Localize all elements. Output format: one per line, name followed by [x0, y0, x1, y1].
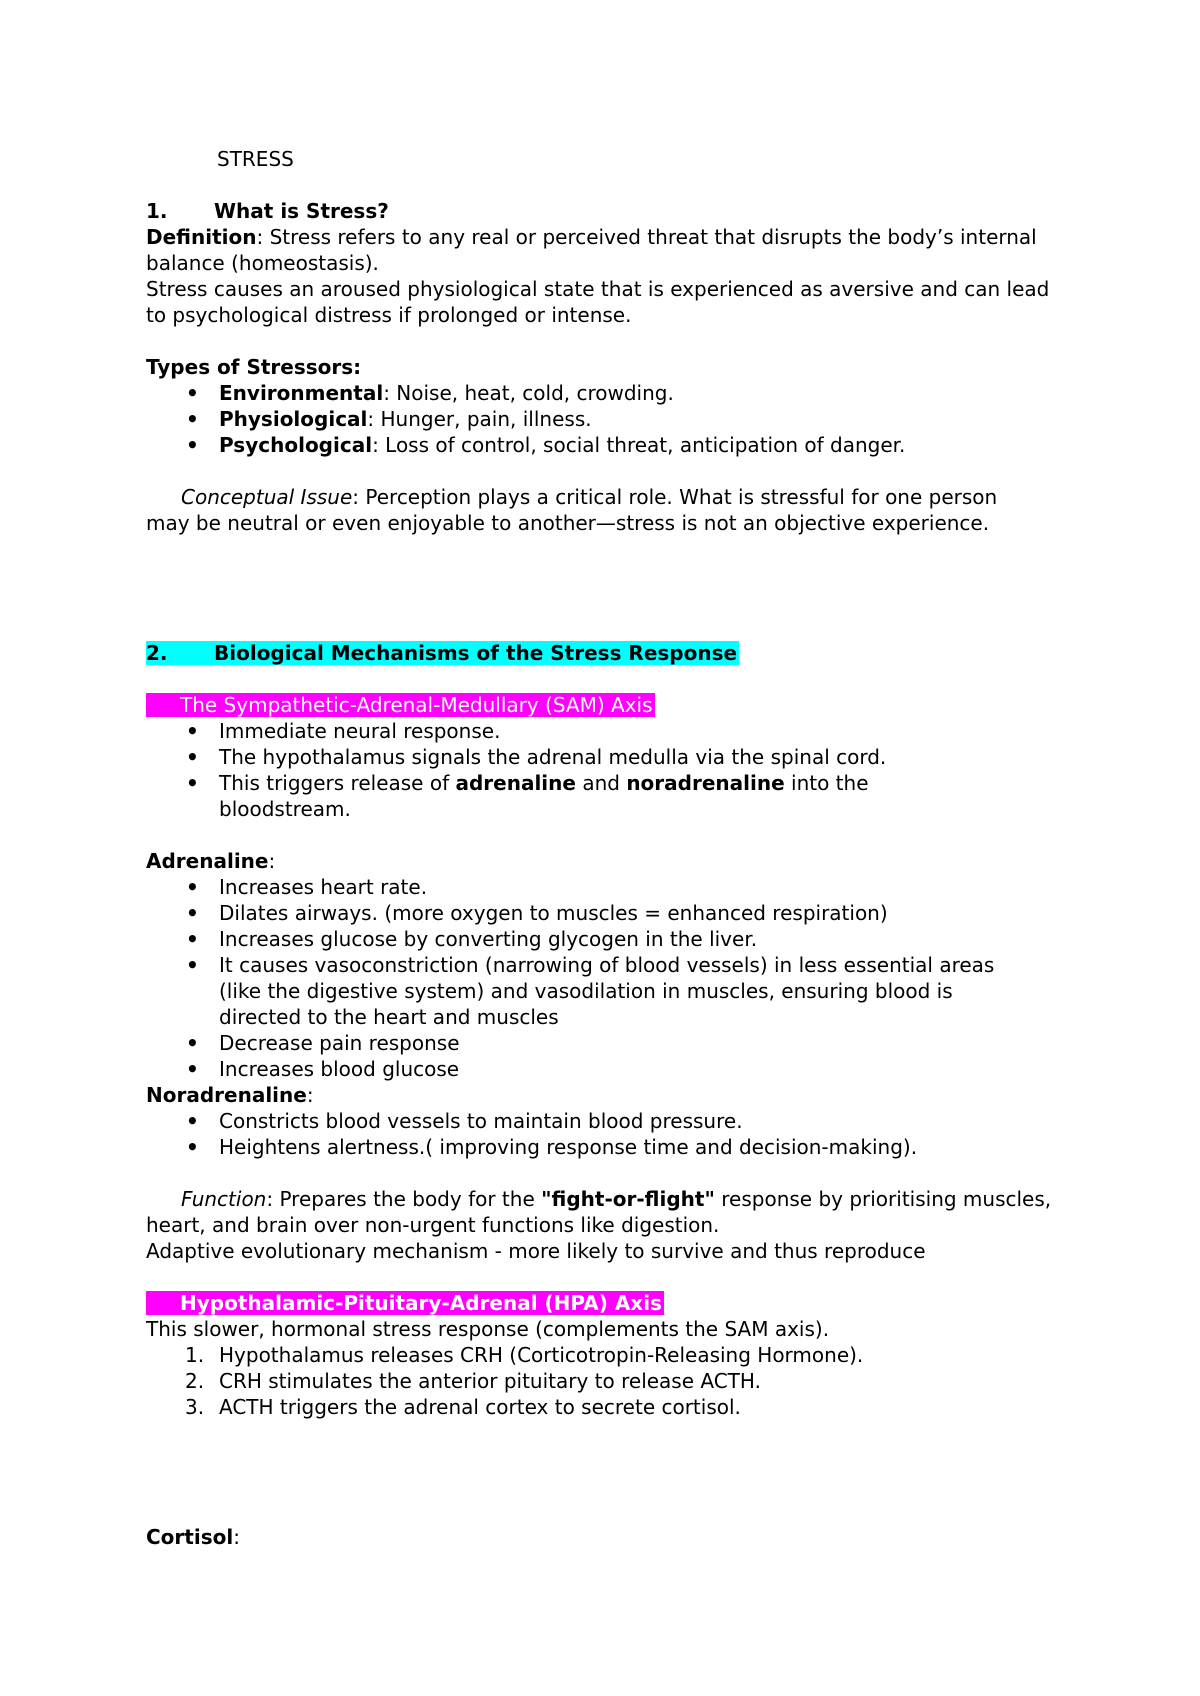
- section-2-title: Biological Mechanisms of the Stress Response: [214, 641, 738, 665]
- conceptual-label: Conceptual Issue: [181, 485, 353, 509]
- types-heading: Types of Stressors:: [146, 355, 362, 379]
- stressor-label: Physiological: [219, 407, 368, 431]
- section-1-title: What is Stress?: [214, 199, 389, 223]
- noradrenaline-heading: [146, 1082, 1066, 1108]
- list-item: [146, 432, 1046, 458]
- adrenaline-effects-list: [146, 874, 1046, 1082]
- adrenaline-label: Adrenaline: [146, 849, 269, 873]
- list-item: • Decrease pain response: [146, 1030, 1046, 1056]
- step-number: 2.: [185, 1369, 205, 1393]
- noradrenaline-colon: :: [306, 1083, 314, 1107]
- adrenaline-heading: [146, 848, 1066, 874]
- adrenaline-colon: :: [268, 849, 276, 873]
- list-item: [146, 1342, 1046, 1368]
- stressor-text: : Hunger, pain, illness.: [367, 407, 592, 431]
- definition-text: : Stress refers to any real or perceived threat that disrupts the body’s internal balance (homeostasis).: [146, 225, 1037, 275]
- function-pre: : Prepares the body for the: [266, 1187, 542, 1211]
- list-item: • Dilates airways. (more oxygen to muscles = enhanced respiration): [146, 900, 1046, 926]
- hpa-heading: [146, 1290, 1066, 1316]
- section-2-heading: [146, 640, 1066, 666]
- list-item: [146, 406, 1046, 432]
- noradrenaline-effects-list: [146, 1108, 1046, 1160]
- stressor-text: : Loss of control, social threat, anticipation of danger.: [372, 433, 906, 457]
- stressor-label: Environmental: [219, 381, 384, 405]
- step-text: Hypothalamus releases CRH (Corticotropin-Releasing Hormone).: [219, 1343, 864, 1367]
- list-item: [146, 1394, 1046, 1420]
- sam-b3-pre: This triggers release of: [219, 771, 456, 795]
- conceptual-text: : Perception plays a critical role. What is stressful for one person may be neutral or even enjoyable to another—stress is not an objective experience.: [146, 485, 998, 535]
- cortisol-heading: [146, 1524, 1066, 1550]
- list-item: [146, 770, 919, 822]
- hpa-steps-list: [146, 1342, 1046, 1420]
- cortisol-colon: :: [233, 1525, 240, 1549]
- stressor-list: [146, 380, 1046, 458]
- noradrenaline-label: Noradrenaline: [146, 1083, 307, 1107]
- list-item: • Constricts blood vessels to maintain blood pressure.: [146, 1108, 1046, 1134]
- fight-or-flight-term: "fight-or-flight": [541, 1187, 715, 1211]
- hpa-heading-text: Hypothalamic-Pituitary-Adrenal (HPA) Axis: [146, 1291, 664, 1315]
- list-item: • It causes vasoconstriction (narrowing of blood vessels) in less essential areas (like the digestive system) and vasodilation in muscles, ensuring blood is directed to the heart and muscles: [146, 952, 1029, 1030]
- stressor-label: Psychological: [219, 433, 373, 457]
- stressor-text: : Noise, heat, cold, crowding.: [383, 381, 674, 405]
- sam-heading-text: The Sympathetic-Adrenal-Medullary (SAM) Axis: [146, 693, 655, 717]
- sam-b3-mid: and: [575, 771, 627, 795]
- list-item: • The hypothalamus signals the adrenal medulla via the spinal cord.: [146, 744, 1046, 770]
- adrenaline-term: adrenaline: [455, 771, 576, 795]
- list-item: • Increases blood glucose: [146, 1056, 1046, 1082]
- section-2-highlight: [146, 641, 739, 665]
- hpa-intro: This slower, hormonal stress response (complements the SAM axis).: [146, 1317, 830, 1341]
- list-item: [146, 380, 1046, 406]
- adaptive-paragraph: Adaptive evolutionary mechanism - more likely to survive and thus reproduce: [146, 1239, 926, 1263]
- definition-paragraph: [146, 224, 1061, 276]
- page-title: STRESS: [217, 147, 294, 171]
- list-item: • Increases glucose by converting glycogen in the liver.: [146, 926, 1046, 952]
- conceptual-issue-paragraph: [146, 484, 1046, 536]
- list-item: [146, 1368, 1046, 1394]
- step-text: ACTH triggers the adrenal cortex to secrete cortisol.: [219, 1395, 741, 1419]
- function-label: Function: [181, 1187, 267, 1211]
- stress-paragraph: Stress causes an aroused physiological state that is experienced as aversive and can lead to psychological distress if prolonged or intense.: [146, 277, 1050, 327]
- step-number: 1.: [185, 1343, 205, 1367]
- list-item: • Increases heart rate.: [146, 874, 1046, 900]
- step-text: CRH stimulates the anterior pituitary to release ACTH.: [219, 1369, 761, 1393]
- section-1-number: 1.: [146, 199, 168, 223]
- function-paragraph: [146, 1186, 1061, 1238]
- section-2-number: 2.: [146, 641, 168, 665]
- definition-label: Definition: [146, 225, 257, 249]
- function-post: response by prioritising muscles, heart, and brain over non-urgent functions like digestion.: [146, 1187, 1052, 1237]
- step-number: 3.: [185, 1395, 205, 1419]
- sam-b3-post: into the bloodstream.: [219, 771, 869, 821]
- noradrenaline-term: noradrenaline: [626, 771, 785, 795]
- list-item: • Heightens alertness.( improving response time and decision-making).: [146, 1134, 1046, 1160]
- section-1-heading: [146, 198, 1066, 224]
- list-item: • Immediate neural response.: [146, 718, 1046, 744]
- cortisol-label: Cortisol: [146, 1525, 234, 1549]
- sam-list: [146, 718, 1046, 822]
- sam-heading: [146, 692, 1066, 718]
